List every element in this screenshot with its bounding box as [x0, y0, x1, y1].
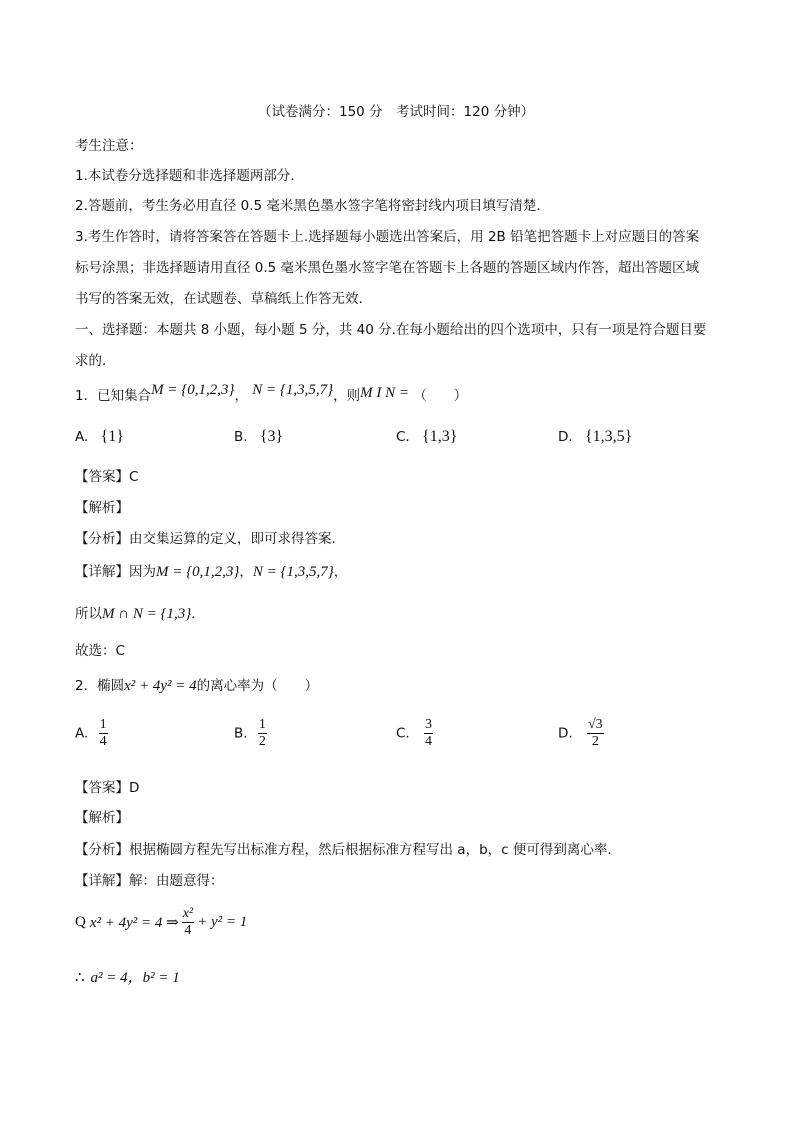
- q2-xiangjie-tag: 【详解】: [75, 873, 129, 889]
- q2-option-a-label: A.: [75, 725, 89, 742]
- q2-step1-num: x²: [182, 906, 194, 923]
- q1-choose: 故选：C: [75, 643, 125, 659]
- exam-info: （试卷满分：150 分 考试时间：120 分钟）: [258, 104, 535, 120]
- q1-option-a: [75, 428, 124, 446]
- q1-result-pre: 所以: [75, 606, 102, 622]
- q2-answer-tag: 【答案】: [75, 780, 129, 796]
- q1-option-a-label: A.: [75, 429, 89, 445]
- notice-title: 考生注意：: [75, 138, 143, 154]
- q2-fenxi: [75, 838, 612, 858]
- q2-option-b-den: 2: [258, 734, 266, 750]
- q2-option-d-den: 2: [591, 734, 599, 750]
- notice-item-3-end: 书写的答案无效，在试题卷、草稿纸上作答无效.: [75, 291, 363, 307]
- q2-option-b-fraction: [258, 717, 267, 750]
- q2-option-c-num: 3: [424, 717, 433, 734]
- q1-option-b-value: {3}: [259, 428, 284, 445]
- q2-step1-symbol: Q: [75, 914, 86, 931]
- q2-option-b-label: B.: [234, 725, 248, 742]
- q2-option-c-fraction: [424, 717, 433, 750]
- q2-option-a-fraction: [99, 717, 108, 750]
- q1-analysis-tag: 【解析】: [75, 500, 129, 516]
- q1-xiangjie-m: M = {0,1,2,3}: [156, 564, 240, 580]
- q1-result-expr: M ∩ N = {1,3}: [102, 606, 192, 622]
- q2-step1-right: + y² = 1: [197, 914, 248, 931]
- q2-step1-den: 4: [184, 923, 192, 939]
- q2-option-d-label: D.: [558, 725, 573, 742]
- q1-answer: [75, 465, 138, 485]
- q1-xiangjie-n: N = {1,3,5,7}: [252, 564, 334, 580]
- q1-option-c: [396, 428, 457, 446]
- q1-fenxi-text: 由交集运算的定义，即可求得答案.: [129, 531, 336, 547]
- q1-sep: ，: [234, 388, 248, 404]
- q2-step2-text: a² = 4，b² = 1: [90, 970, 180, 986]
- notice-item-1: 1.本试卷分选择题和非选择题两部分.: [75, 168, 295, 184]
- q2-option-b-num: 1: [258, 717, 267, 734]
- q2-answer-value: D: [129, 780, 140, 796]
- q1-prefix: 1．已知集合: [75, 388, 152, 404]
- q2-option-a: [75, 717, 108, 750]
- q2-option-c-den: 4: [425, 734, 433, 750]
- q2-fenxi-tag: 【分析】: [75, 842, 129, 858]
- q1-set-n: N = {1,3,5,7}: [252, 382, 334, 398]
- q1-answer-value: C: [129, 469, 139, 485]
- q1-option-d: [558, 428, 632, 446]
- q1-option-c-value: {1,3}: [422, 428, 458, 445]
- q1-result: [75, 602, 196, 623]
- q1-xiangjie-pre: 因为: [129, 564, 156, 580]
- q1-option-d-value: {1,3,5}: [584, 428, 633, 445]
- q1-xiangjie: [75, 560, 347, 581]
- q2-option-d-fraction: [587, 717, 604, 750]
- q1-option-a-value: {1}: [100, 428, 124, 445]
- q1-option-c-label: C.: [396, 429, 410, 445]
- q1-answer-tag: 【答案】: [75, 469, 129, 485]
- q2-xiangjie: [75, 869, 224, 889]
- question-1: [75, 384, 467, 405]
- q2-prefix: 2．椭圆: [75, 678, 125, 694]
- q1-fenxi: [75, 527, 336, 547]
- q2-option-d: [558, 717, 604, 750]
- q1-option-d-label: D.: [558, 429, 573, 445]
- notice-item-3-cont: 标号涂黑；非选择题请用直径 0.5 毫米黑色墨水签字笔在答题卡上各题的答题区域内作答，超出答题区域: [75, 260, 700, 276]
- q2-step1-left: x² + 4y² = 4 ⇒: [89, 915, 179, 932]
- q2-option-c-label: C.: [396, 725, 410, 742]
- q2-step2-symbol: ∴: [75, 970, 85, 986]
- q2-option-a-den: 4: [99, 734, 107, 750]
- q1-ask: ，则: [333, 388, 361, 404]
- q1-result-end: .: [191, 606, 196, 622]
- q2-fenxi-text: 根据椭圆方程先写出标准方程，然后根据标准方程写出 a，b，c 便可得到离心率.: [129, 842, 612, 858]
- q2-xiangjie-text: 解：由题意得：: [129, 873, 224, 889]
- q1-expr: M I N =: [360, 385, 410, 401]
- q2-option-b: [234, 717, 267, 750]
- q1-fenxi-tag: 【分析】: [75, 531, 129, 547]
- q2-answer: [75, 776, 139, 796]
- q1-paren: （ ）: [413, 388, 468, 404]
- q2-option-c: [396, 717, 433, 750]
- q1-xiangjie-sep: ，: [239, 564, 253, 580]
- q2-step-1: [75, 906, 247, 939]
- q1-set-m: M = {0,1,2,3}: [151, 382, 235, 398]
- q2-step1-fraction: [182, 906, 194, 939]
- q2-option-d-num: √3: [587, 717, 604, 734]
- notice-item-2: 2.答题前，考生务必用直径 0.5 毫米黑色墨水签字笔将密封线内项目填写清楚.: [75, 198, 541, 214]
- q2-step-2: [75, 966, 180, 987]
- q1-option-b: [234, 428, 283, 446]
- question-2: [75, 674, 318, 695]
- section-heading: 一、选择题：本题共 8 小题，每小题 5 分，共 40 分.在每小题给出的四个选项中，只有一项是符合题目要: [75, 322, 707, 338]
- q1-xiangjie-tag: 【详解】: [75, 564, 129, 580]
- q1-xiangjie-end: ，: [333, 564, 348, 580]
- notice-item-3: 3.考生作答时，请将答案答在答题卡上.选择题每小题选出答案后，用 2B 铅笔把答题卡上对应题目的答案: [75, 229, 700, 245]
- section-heading-cont: 求的.: [75, 353, 107, 369]
- q2-equation: x² + 4y² = 4: [124, 678, 197, 694]
- q2-option-a-num: 1: [99, 717, 108, 734]
- q1-option-b-label: B.: [234, 429, 248, 445]
- q2-analysis-tag: 【解析】: [75, 810, 129, 826]
- q2-suffix: 的离心率为（ ）: [196, 678, 319, 694]
